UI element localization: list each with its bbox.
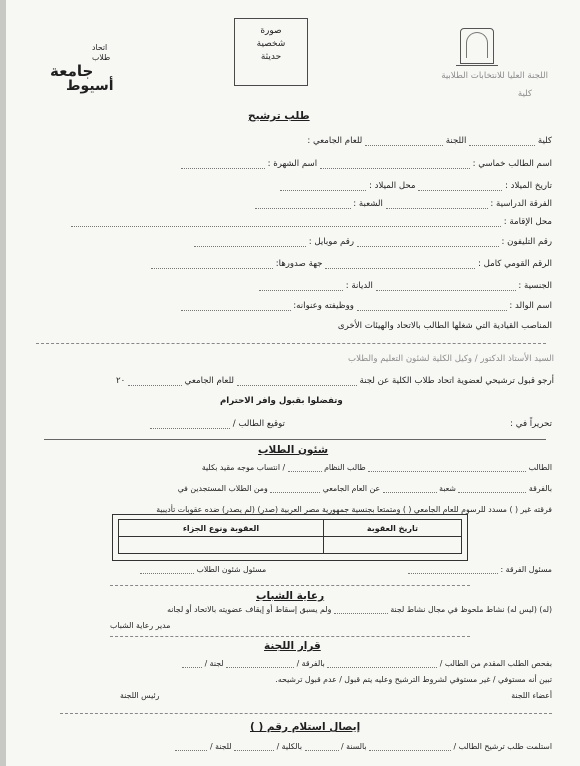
- committee-members-label: أعضاء اللجنة: [511, 691, 552, 700]
- youth-care-text-1: (له) (ليس له) نشاط ملحوظ في مجال نشاط لجنة: [390, 605, 552, 614]
- penalty-type-header: العقوبة ونوع الجزاء: [119, 520, 324, 537]
- youth-care-line: [167, 606, 552, 614]
- receipt-committee-blank[interactable]: [175, 750, 207, 751]
- father-name-label: اسم الوالد :: [509, 301, 552, 311]
- committee-blank[interactable]: [365, 145, 443, 146]
- nickname-label: اسم الشهرة :: [267, 159, 318, 169]
- scan-edge: [0, 0, 6, 766]
- father-row: [181, 302, 552, 311]
- form-title: طلب ترشيح: [248, 110, 310, 122]
- previous-positions-label: المناصب القيادية التي شغلها الطالب بالاتحاد والهيئات الأخرى: [337, 321, 552, 331]
- penalties-table: [118, 519, 462, 554]
- level-officer-row: [408, 566, 552, 574]
- national-id-label: الرقم القومي كامل :: [477, 259, 552, 269]
- affairs-officer-label: مسئول شئون الطلاب: [196, 565, 267, 574]
- request-closing: وتفضلوا بقبول وافر الاحترام: [220, 396, 343, 406]
- level-row: [255, 200, 552, 209]
- penalty-date-cell[interactable]: [323, 537, 461, 554]
- logo-text-1: اتحاد: [92, 43, 108, 52]
- residence-blank[interactable]: [71, 226, 501, 227]
- youth-care-manager: مدير رعاية الشباب: [110, 621, 171, 630]
- photo-box: [234, 18, 308, 86]
- affairs-row1-b: طالب النظام: [324, 463, 366, 472]
- previous-positions-row: [338, 322, 552, 331]
- birth-date-label: تاريخ الميلاد :: [505, 181, 552, 191]
- religion-label: الديانة :: [345, 281, 373, 291]
- decision-line-1: [182, 660, 552, 668]
- student-union-logo: [50, 24, 120, 94]
- committee-chair-label: رئيس اللجنة: [120, 691, 160, 700]
- receipt-student-blank[interactable]: [369, 750, 451, 751]
- father-job-blank[interactable]: [181, 310, 291, 311]
- committee-label: اللجنة: [445, 136, 467, 146]
- affairs-row3-d: (لم يصدر) ضده عقوبات تأديبية: [156, 505, 255, 514]
- college-blank[interactable]: [469, 145, 535, 146]
- request-body-a: أرجو قبول ترشيحي لعضوية اتحاد طلاب الكلية عن لجنة: [359, 376, 554, 386]
- request-addressee: السيد الأستاذ الدكتور / وكيل الكلية لشئون التعليم والطلاب: [348, 354, 554, 364]
- affairs-division-blank[interactable]: [383, 492, 437, 493]
- college-field: [225, 137, 552, 146]
- section-divider-2: [110, 585, 470, 586]
- affairs-row1-a: الطالب: [528, 463, 552, 472]
- level-label: الفرقة الدراسية :: [490, 199, 552, 209]
- affairs-officer-blank[interactable]: [140, 573, 194, 574]
- affairs-row3-b: مسدد للرسوم للعام الجامعي ( ): [402, 505, 507, 514]
- university-logo: [460, 28, 494, 64]
- receipt-text-4: للجنة /: [209, 742, 232, 751]
- affairs-row1-c: / انتساب موجه مقيد بكلية: [201, 463, 286, 472]
- affairs-row-2: [178, 485, 552, 493]
- birth-row: [280, 182, 552, 191]
- affairs-row2-d: ومن الطلاب المستجدين في: [177, 484, 268, 493]
- affairs-officer-row: [140, 566, 266, 574]
- national-id-blank[interactable]: [325, 268, 475, 269]
- birth-place-blank[interactable]: [280, 190, 366, 191]
- decision-text-1: بفحص الطلب المقدم من الطالب /: [439, 659, 552, 668]
- affairs-system-blank[interactable]: [288, 471, 322, 472]
- request-body-row: [116, 377, 554, 386]
- student-signature-label: توقيع الطالب /: [232, 419, 285, 429]
- youth-care-text-2: ولم يسبق إسقاط أو إيقاف عضويته بالاتحاد أو لجانه: [167, 605, 332, 614]
- logo-text-4: أسيوط: [66, 78, 114, 94]
- national-id-row: [151, 260, 552, 269]
- request-body-b: للعام الجامعي: [184, 376, 235, 386]
- name-row: [181, 160, 552, 169]
- affairs-row2-a: بالفرقة: [528, 484, 552, 493]
- youth-activity-blank[interactable]: [334, 613, 388, 614]
- birth-place-label: محل الميلاد :: [369, 181, 416, 191]
- header-college: كلية: [517, 89, 532, 99]
- written-date-row: [447, 420, 552, 429]
- college-label: كلية: [537, 136, 552, 146]
- religion-blank[interactable]: [259, 290, 343, 291]
- photo-text-3: حديثة: [260, 52, 282, 62]
- issuer-label: جهة صدورها:: [275, 259, 323, 269]
- affairs-row3-a: فرقته غير ( ): [509, 505, 552, 514]
- request-year-blank[interactable]: [128, 385, 182, 386]
- decision-committee-blank[interactable]: [182, 667, 202, 668]
- nickname-blank[interactable]: [181, 168, 265, 169]
- photo-text-2: شخصية: [256, 39, 286, 49]
- affairs-row-1: [202, 464, 552, 472]
- decision-line-2: تبين أنه مستوفي / غير مستوفي لشروط الترشيح وعليه يتم قبول / عدم قبول ترشيحه.: [275, 675, 552, 684]
- year-label: للعام الجامعي :: [307, 136, 363, 146]
- level-blank[interactable]: [386, 208, 488, 209]
- decision-level-blank[interactable]: [226, 667, 294, 668]
- affairs-row-3: [156, 506, 552, 514]
- residence-row: [71, 218, 552, 227]
- receipt-college-blank[interactable]: [234, 750, 274, 751]
- phone-label: رقم التليفون :: [501, 237, 552, 247]
- receipt-text-3: بالكلية /: [276, 742, 303, 751]
- residence-label: محل الإقامة :: [503, 217, 552, 227]
- birth-date-blank[interactable]: [418, 190, 502, 191]
- logo-text-3: جامعة: [50, 62, 94, 80]
- affairs-student-blank[interactable]: [368, 471, 526, 472]
- written-in-label: تحريراً في :: [510, 419, 552, 429]
- division-label: الشعبة :: [353, 199, 383, 209]
- phone-blank[interactable]: [357, 246, 499, 247]
- affairs-row2-b: شعبة: [439, 484, 456, 493]
- receipt-text-1: استلمت طلب ترشيح الطالب /: [453, 742, 552, 751]
- affairs-row2-c: عن العام الجامعي: [322, 484, 381, 493]
- request-committee-blank[interactable]: [237, 385, 357, 386]
- phone-row: [194, 238, 552, 247]
- student-affairs-title: شئون الطلاب: [258, 444, 329, 456]
- section-divider-4: [60, 713, 552, 714]
- nationality-row: [259, 282, 552, 291]
- penalty-type-cell[interactable]: [119, 537, 324, 554]
- affairs-year-blank[interactable]: [270, 492, 320, 493]
- father-name-blank[interactable]: [357, 310, 507, 311]
- father-job-label: ووظيفته وعنوانه:: [293, 301, 354, 311]
- student-name-label: اسم الطالب خماسي :: [472, 159, 552, 169]
- level-officer-blank[interactable]: [408, 573, 498, 574]
- division-blank[interactable]: [255, 208, 351, 209]
- signature-row: [150, 420, 285, 429]
- receipt-year-blank[interactable]: [305, 750, 339, 751]
- mobile-label: رقم موبايل :: [308, 237, 355, 247]
- positions-line[interactable]: [36, 343, 546, 344]
- affairs-level-blank[interactable]: [458, 492, 526, 493]
- decision-text-2: بالفرقة /: [296, 659, 325, 668]
- header-committee: اللجنة العليا للانتخابات الطلابية: [441, 71, 548, 81]
- level-officer-label: مسئول الفرقة :: [500, 565, 552, 574]
- receipt-title: إيصال استلام رقم ( ): [250, 721, 361, 733]
- receipt-text-2: بالسنة /: [341, 742, 367, 751]
- affairs-row3-c: ومتمتعا بجنسية جمهورية مصر العربية (صدر): [257, 505, 401, 514]
- issuer-blank[interactable]: [151, 268, 273, 269]
- photo-text-1: صورة: [260, 26, 282, 36]
- youth-care-title: رعاية الشباب: [256, 590, 325, 602]
- decision-student-blank[interactable]: [327, 667, 437, 668]
- penalty-date-header: تاريخ العقوبة: [323, 520, 461, 537]
- nationality-label: الجنسية :: [518, 281, 552, 291]
- decision-text-3: لجنة /: [204, 659, 224, 668]
- student-signature-blank[interactable]: [150, 428, 230, 429]
- logo-text-2: طلاب: [92, 53, 111, 62]
- nationality-blank[interactable]: [376, 290, 516, 291]
- student-name-blank[interactable]: [320, 168, 470, 169]
- section-divider-1: [44, 439, 546, 440]
- mobile-blank[interactable]: [194, 246, 306, 247]
- request-year-prefix: ٢٠: [115, 376, 126, 386]
- committee-decision-title: قرار اللجنة: [264, 640, 321, 652]
- receipt-line: [175, 743, 552, 751]
- section-divider-3: [110, 636, 470, 637]
